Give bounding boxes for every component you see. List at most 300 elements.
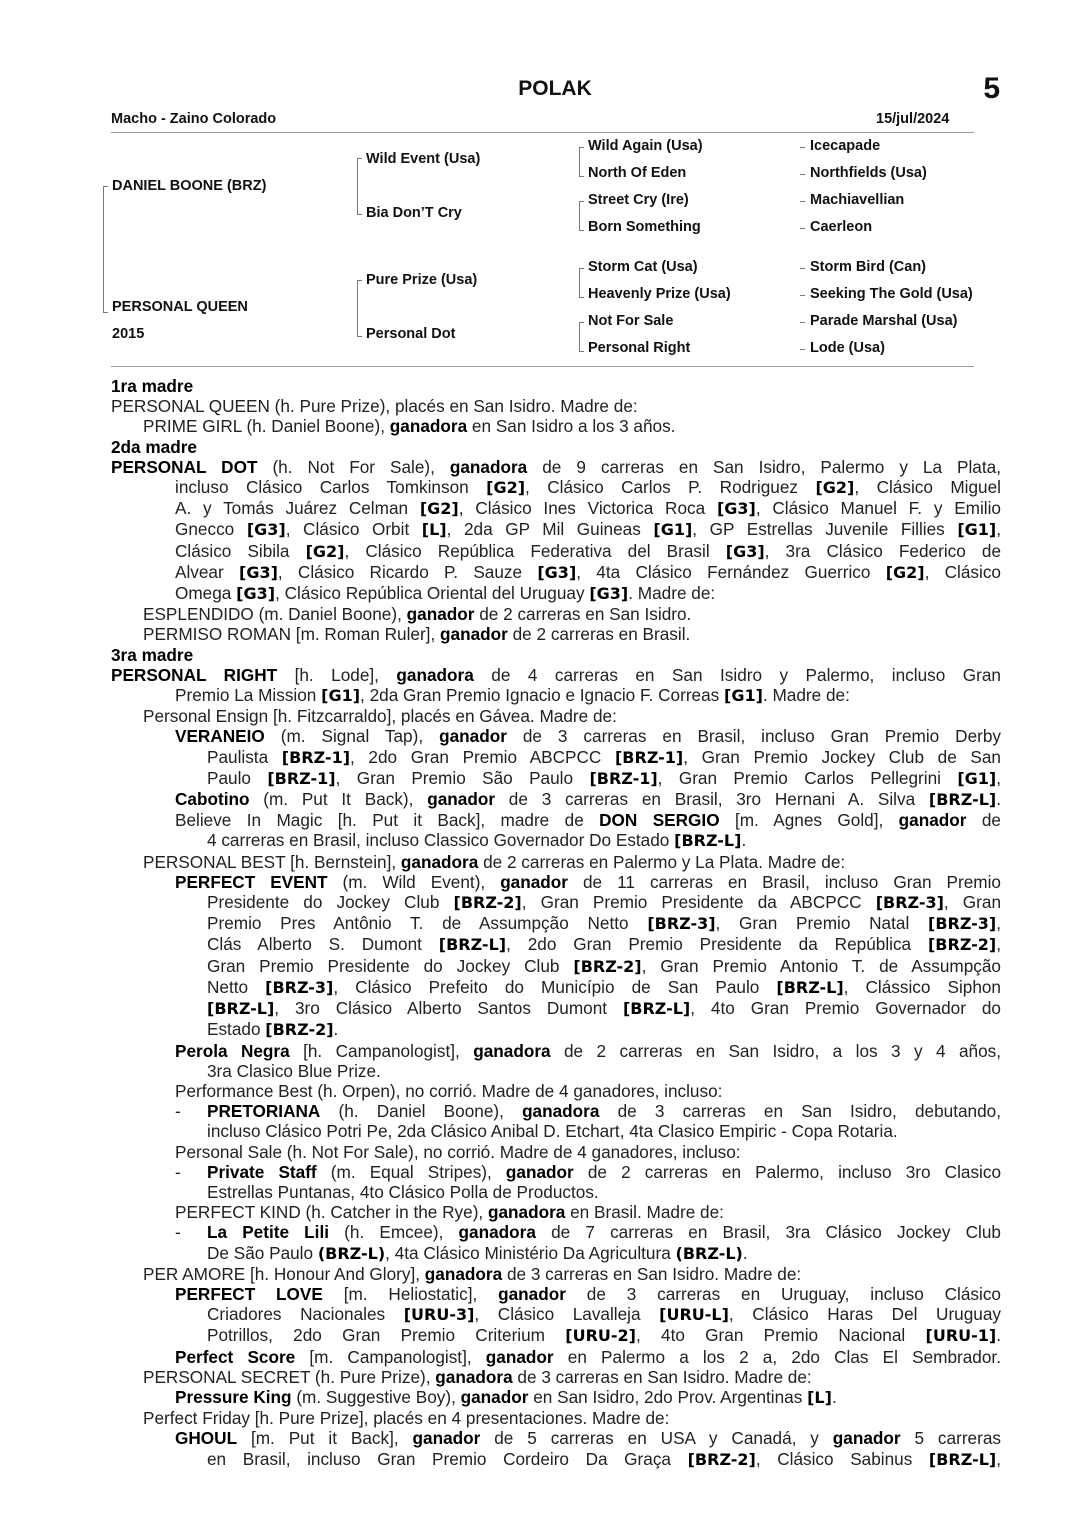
text-span: , Gran Premio Jockey Club de San [683,746,1001,767]
pedigree-gen4-name: Parade Marshal (Usa) [810,313,958,329]
horse-name: POLAK [518,77,592,100]
grade-tag: [G1] [653,520,693,540]
section-heading [111,645,1001,665]
text-span: , GP Estrellas Juvenile Fillies [692,519,958,540]
text-span: , [996,519,1001,540]
text-span: (m. Signal Tap), [264,726,440,747]
text-span: 4 carreras en Brasil, incluso Classico Governador Do Estado [207,830,675,851]
grade-tag: [BRZ-3] [265,977,334,997]
bold-text: Perola Negra [175,1040,290,1061]
text-line [111,830,1001,851]
bold-text: ganadora [458,1222,536,1243]
text-span: de 2 carreras en Brasil. [507,624,691,645]
bold-text: PERSONAL DOT [111,456,258,477]
grade-tag: [BRZ-3] [875,893,944,913]
text-span: De São Paulo [207,1242,318,1263]
grade-tag: [G2] [815,478,855,498]
grade-tag: [G3] [246,520,286,540]
grade-tag: [BRZ-L] [438,935,507,955]
text-line [111,1284,1001,1304]
grade-tag: [URU-L] [659,1305,729,1325]
gen3-bracket [579,201,584,231]
text-line [111,477,1001,498]
grade-tag: [BRZ-3] [928,914,997,934]
text-span: de 3 carreras en Brasil, 3ro Hernani A. Silva [495,789,929,810]
text-span: incluso Clásico Potri Pe, 2da Clásico Anibal D. Etchart, 4ta Clasico Empiric - Copa Rotaria. [207,1121,898,1142]
bold-text: ganador [406,604,475,625]
grade-tag: [G2] [486,478,526,498]
bold-text: GHOUL [175,1428,238,1449]
bold-text: ganadora [389,416,468,437]
text-span: Perfect Friday [h. Pure Prize], placés en 4 presentaciones. Madre de: [143,1408,670,1429]
text-span: Premio La Mission [175,685,322,706]
pedigree-gen4-name: Storm Bird (Can) [810,259,926,275]
text-line [111,1367,1001,1387]
text-line [111,604,1001,624]
pedigree-gen4-name: Northfields (Usa) [810,165,927,181]
text-span: , Clásico Sabinus [755,1448,929,1469]
bold-text: ganador [412,1428,481,1449]
text-line [111,768,1001,789]
text-span: PERSONAL SECRET (h. Pure Prize), [143,1366,436,1387]
text-span: (m. Equal Stripes), [316,1161,506,1182]
gen3-bracket [579,147,584,177]
text-span: (m. Suggestive Boy), [291,1386,461,1407]
text-line [111,706,1001,726]
text-span: Clásico Sibila [175,540,306,561]
text-line [111,1264,1001,1284]
grade-tag: [G3] [725,541,765,561]
gen4-dash [800,322,805,323]
grade-tag: [BRZ-1] [589,768,658,788]
grade-tag: [BRZ-3] [647,914,716,934]
pedigree-gen3-name: Not For Sale [588,313,674,329]
text-line [111,1019,1001,1040]
text-line [111,1162,1001,1182]
text-span: PRIME GIRL (h. Daniel Boone), [143,416,390,437]
grade-tag: [BRZ-L] [928,790,997,810]
text-span: Alvear [175,561,239,582]
grade-tag: [G3] [236,584,276,604]
text-span: [m. Heliostatic], [322,1283,499,1304]
gen2-bracket [357,158,362,215]
text-span: [m. Campanologist], [295,1346,486,1367]
text-span: 3ra Clasico Blue Prize. [207,1060,381,1081]
list-dash: - [175,1101,181,1122]
gen2-bracket [357,280,362,337]
bold-text: ganador [500,871,568,892]
grade-tag: [BRZ-L] [928,1449,997,1469]
text-span: , Clásico Lavalleja [474,1304,660,1325]
bold-text: Private Staff [207,1161,317,1182]
bold-text: ganador [832,1428,901,1449]
text-span: de 2 carreras en Palermo y La Plata. Madre de: [478,851,846,872]
text-span: . [333,1019,339,1040]
text-line [111,998,1001,1019]
text-span: , Gran Premio Carlos Pellegrini [657,767,958,788]
text-line [111,541,1001,562]
text-line [111,1428,1001,1448]
text-span: ESPLENDIDO (m. Daniel Boone), [143,604,407,625]
text-span: , Clásico Carlos P. Rodriguez [525,477,816,498]
text-span: de 3 carreras en Brasil, incluso Gran Premio Derby [506,726,1002,747]
gen4-dash [800,295,805,296]
text-line [111,1347,1001,1367]
text-span: de 5 carreras en USA y Canadá, y [480,1428,833,1449]
grade-tag: [BRZ-L] [622,999,691,1019]
grade-tag: (BRZ-L) [675,1243,743,1263]
bold-text: ganadora [449,456,528,477]
text-span: A. y Tomás Juárez Celman [175,498,420,519]
grade-tag: [G2] [885,562,925,582]
grade-tag: [BRZ-2] [265,1020,334,1040]
text-line [111,1243,1001,1264]
text-span: de 3 carreras en Uruguay, incluso Clásico [565,1283,1001,1304]
text-span: , 3ro Clásico Alberto Santos Dumont [274,998,623,1019]
gen4-dash [800,268,805,269]
pedigree-gen2-name: Bia Don’T Cry [366,205,462,221]
bold-text: PERFECT LOVE [175,1283,323,1304]
bold-text: Pressure King [175,1386,292,1407]
text-span: (h. Not For Sale), [257,456,450,477]
grade-tag: [G3] [537,562,577,582]
grade-tag: [BRZ-2] [687,1449,756,1469]
text-line [111,624,1001,644]
list-dash: - [175,1222,181,1243]
bold-text: ganadora [487,1202,566,1223]
list-dash: - [175,1161,181,1182]
text-span: , Clásico República Federativa del Brasil [344,540,726,561]
text-span: de 2 carreras en Palermo, incluso 3ro Clasico [573,1161,1002,1182]
gen4-dash [800,201,805,202]
gen4-dash [800,174,805,175]
text-span: Estado [207,1019,266,1040]
text-span: , Clásico Ines Victorica Roca [458,498,717,519]
text-span: . Madre de: [762,685,850,706]
text-line [111,1222,1001,1242]
text-span: , 2da Gran Premio Ignacio e Ignacio F. Correas [360,685,725,706]
text-span: , Gran Premio Natal [715,913,928,934]
grade-tag: [L] [421,520,447,540]
text-span: , 4to Gran Premio Nacional [635,1325,926,1346]
text-span: , Clásico Miguel [854,477,1001,498]
text-span: , [996,913,1002,934]
text-span: de 2 carreras en San Isidro. [474,604,692,625]
text-span: en Palermo a los 2 a, 2do Clas El Sembrador. [553,1346,1001,1367]
text-line [111,892,1001,913]
text-span: , Clásico Manuel F. y Emilio [755,498,1001,519]
text-span: en San Isidro, 2do Prov. Argentinas [528,1386,808,1407]
bold-text: ganador [440,624,508,645]
text-span: de 3 carreras en San Isidro, debutando, [599,1101,1001,1122]
bold-text: VERANEIO [175,726,265,747]
text-span: . Madre de: [628,583,716,604]
bold-text: DON SERGIO [599,810,720,831]
bold-text: PRETORIANA [207,1101,321,1122]
sex-color: Macho - Zaino Colorado [111,111,277,127]
text-span: , [996,767,1002,788]
gen3-bracket [579,268,584,298]
bold-text: PERFECT EVENT [175,871,328,892]
bold-text: 3ra madre [111,644,194,665]
text-span: PER AMORE [h. Honour And Glory], [143,1263,425,1284]
text-span: , 2do Gran Premio ABCPCC [350,746,615,767]
section-heading [111,376,1001,396]
pedigree-gen3-name: Personal Right [588,340,691,356]
pedigree-gen3-name: North Of Eden [588,165,687,181]
text-span: Paulo [207,767,268,788]
text-line [111,913,1001,934]
text-span: , 2da GP Mil Guineas [446,519,654,540]
text-line [111,396,1001,416]
grade-tag: [BRZ-L] [207,999,275,1019]
pedigree-gen4-name: Seeking The Gold (Usa) [810,286,973,302]
dam-year: 2015 [112,326,145,342]
text-line [111,1121,1001,1141]
text-span: [m. Put it Back], [237,1428,413,1449]
grade-tag: [G3] [239,562,278,582]
text-span: Omega [175,583,237,604]
bold-text: PERSONAL RIGHT [111,664,278,685]
bold-text: ganador [439,726,507,747]
grade-tag: [G1] [957,520,997,540]
text-line [111,956,1001,977]
text-span: . [741,830,747,851]
pedigree-gen3-name: Born Something [588,219,701,235]
text-span: [h. Campanologist], [289,1040,474,1061]
text-span: PERFECT KIND (h. Catcher in the Rye), [175,1202,488,1223]
text-span: incluso Clásico Carlos Tomkinson [175,477,487,498]
text-span: de 7 carreras en Brasil, 3ra Clásico Jockey Club [535,1222,1001,1243]
pedigree-gen3-name: Storm Cat (Usa) [588,259,698,275]
bold-text: 2da madre [111,436,197,457]
grade-tag: [G1] [321,686,361,706]
text-line [111,562,1001,583]
text-span: Criadores Nacionales [207,1304,404,1325]
grade-tag: [BRZ-2] [453,893,522,913]
bold-text: ganador [427,789,496,810]
text-span: Estrellas Puntanas, 4to Clásico Polla de Productos. [207,1181,599,1202]
text-span: PERSONAL QUEEN (h. Pure Prize), placés en San Isidro. Madre de: [111,396,638,417]
bold-text: Perfect Score [175,1346,296,1367]
bold-text: ganador [485,1346,554,1367]
text-span: (m. Put It Back), [249,789,428,810]
text-span: , Clásico República Oriental del Uruguay [275,583,590,604]
text-line [111,1061,1001,1081]
text-span: . [996,1325,1001,1346]
text-span: , Clásico Haras Del Uruguay [728,1304,1001,1325]
text-line [111,1142,1001,1162]
text-span: en San Isidro a los 3 años. [467,416,676,437]
text-span: Gnecco [175,519,247,540]
grade-tag: [G2] [305,541,345,561]
text-span: PERSONAL BEST [h. Bernstein], [143,851,401,872]
text-line [111,1101,1001,1121]
text-span: en Brasil, incluso Gran Premio Cordeiro Da Graça [207,1448,688,1469]
pedigree-gen4-name: Lode (Usa) [810,340,885,356]
grade-tag: [BRZ-1] [614,747,684,767]
text-span: , 2do Gran Premio Presidente da República [506,934,928,955]
text-line [111,1449,1001,1470]
gen4-dash [800,349,805,350]
text-span: , Clásico Prefeito do Município de San Paulo [333,976,777,997]
gen4-dash [800,147,805,148]
text-span: (m. Wild Event), [327,871,501,892]
gen1-bracket [103,186,108,313]
text-line [111,519,1001,540]
bold-text: La Petite Lili [207,1222,330,1243]
grade-tag: [G3] [589,584,629,604]
text-span: , 4to Gran Premio Governador do [690,998,1001,1019]
text-line [111,872,1001,892]
text-line [111,1081,1001,1101]
text-span: , Gran Premio Antonio T. de Assumpção [641,955,1001,976]
grade-tag: [G3] [716,499,756,519]
grade-tag: [G1] [724,686,763,706]
text-span: Believe In Magic [h. Put it Back], madre de [175,810,600,831]
text-line [111,416,1001,436]
text-span: , Clásico [924,561,1001,582]
text-span: 5 carreras [900,1428,1001,1449]
text-span: PERMISO ROMAN [m. Roman Ruler], [143,624,441,645]
text-line [111,1325,1001,1346]
text-span: , Clássico Siphon [843,976,1001,997]
text-line [111,1182,1001,1202]
text-span: . [996,789,1001,810]
text-line [111,498,1001,519]
text-span: de 11 carreras en Brasil, incluso Gran Premio [568,871,1001,892]
grade-tag: [URU-3] [403,1305,475,1325]
grade-tag: [BRZ-1] [281,747,351,767]
sire-name: DANIEL BOONE (BRZ) [112,178,267,194]
grade-tag: [BRZ-L] [674,831,742,851]
header-divider [111,132,974,133]
pedigree-gen2-name: Wild Event (Usa) [366,151,481,167]
text-line [111,1304,1001,1325]
bold-text: ganador [498,1283,566,1304]
text-span: de 9 carreras en San Isidro, Palermo y La Plata, [527,456,1001,477]
text-span: [h. Lode], [277,664,397,685]
text-span: [m. Agnes Gold], [719,810,899,831]
text-span: Performance Best (h. Orpen), no corrió. Madre de 4 ganadores, incluso: [175,1080,723,1101]
text-span: , [996,934,1001,955]
grade-tag: [G2] [419,499,459,519]
text-span: , [996,1448,1001,1469]
text-span: Gran Premio Presidente do Jockey Club [207,955,574,976]
text-span: (h. Daniel Boone), [320,1101,523,1122]
pedigree-divider [111,366,974,367]
bold-text: ganador [898,810,967,831]
female-family-text [111,376,1001,1470]
bold-text: ganadora [522,1101,600,1122]
text-span: Clás Alberto S. Dumont [207,934,439,955]
text-line [111,977,1001,998]
text-line [111,934,1001,955]
dam-name: PERSONAL QUEEN [112,299,248,315]
grade-tag: [BRZ-1] [267,768,336,788]
text-span: Personal Ensign [h. Fitzcarraldo], placés en Gávea. Madre de: [143,706,617,727]
bold-text: Cabotino [175,789,250,810]
text-line [111,726,1001,746]
grade-tag: [URU-2] [565,1326,636,1346]
text-span: Presidente do Jockey Club [207,892,454,913]
text-line [111,1408,1001,1428]
bold-text: ganador [505,1161,574,1182]
page-number: 5 [983,72,1000,105]
grade-tag: (BRZ-L) [317,1243,386,1263]
text-span: (h. Emcee), [329,1222,459,1243]
bold-text: 1ra madre [111,376,194,396]
text-span: de [966,810,1001,831]
text-line [111,685,1001,706]
grade-tag: [BRZ-L] [776,977,844,997]
text-span: , Gran [943,892,1001,913]
pedigree-gen2-name: Pure Prize (Usa) [366,272,478,288]
text-line [111,457,1001,477]
bold-text: ganador [460,1386,529,1407]
text-line [111,789,1001,810]
text-span: , Gran Premio São Paulo [335,767,590,788]
text-line [111,665,1001,685]
text-span: . [742,1242,748,1263]
report-date: 15/jul/2024 [876,111,950,127]
pedigree-gen3-name: Street Cry (Ire) [588,192,689,208]
grade-tag: [BRZ-2] [573,956,642,976]
text-line [111,1041,1001,1061]
pedigree-gen4-name: Icecapade [810,138,881,154]
text-span: en Brasil. Madre de: [565,1202,724,1223]
text-span: , Gran Premio Presidente da ABCPCC [521,892,876,913]
text-span: . [831,1386,837,1407]
text-line [111,1202,1001,1222]
text-span: , 3ra Clásico Federico de [764,540,1002,561]
pedigree-gen3-name: Heavenly Prize (Usa) [588,286,731,302]
pedigree-gen2-name: Personal Dot [366,326,456,342]
text-span: de 3 carreras en San Isidro. Madre de: [512,1366,812,1387]
text-line [111,1387,1001,1408]
grade-tag: [URU-1] [925,1326,997,1346]
gen3-bracket [579,322,584,352]
text-span: Paulista [207,746,282,767]
pedigree-gen4-name: Caerleon [810,219,873,235]
pedigree-gen4-name: Machiavellian [810,192,905,208]
text-span: Netto [207,976,266,997]
bold-text: ganadora [473,1040,551,1061]
text-span: de 3 carreras en San Isidro. Madre de: [502,1263,802,1284]
grade-tag: [G1] [957,768,997,788]
bold-text: ganadora [435,1366,513,1387]
text-span: , 4ta Clásico Ministério Da Agricultura [385,1242,676,1263]
text-span: , Clásico Orbit [285,519,422,540]
text-span: Premio Pres Antônio T. de Assumpção Netto [207,913,648,934]
text-span: de 4 carreras en San Isidro y Palermo, incluso Gran [473,664,1001,685]
text-span: Personal Sale (h. Not For Sale), no corrió. Madre de 4 ganadores, incluso: [175,1141,741,1162]
text-span: , 4ta Clásico Fernández Guerrico [576,561,886,582]
bold-text: ganadora [400,851,479,872]
text-span: , Clásico Ricardo P. Sauze [277,561,538,582]
text-span: Potrillos, 2do Gran Premio Criterium [207,1325,566,1346]
text-line [111,810,1001,830]
text-line [111,583,1001,604]
grade-tag: [BRZ-2] [927,935,997,955]
text-line [111,852,1001,872]
text-line [111,747,1001,768]
bold-text: ganadora [396,664,474,685]
text-span: de 2 carreras en San Isidro, a los 3 y 4 años, [550,1040,1001,1061]
section-heading [111,437,1001,457]
bold-text: ganadora [424,1263,503,1284]
pedigree-gen3-name: Wild Again (Usa) [588,138,703,154]
